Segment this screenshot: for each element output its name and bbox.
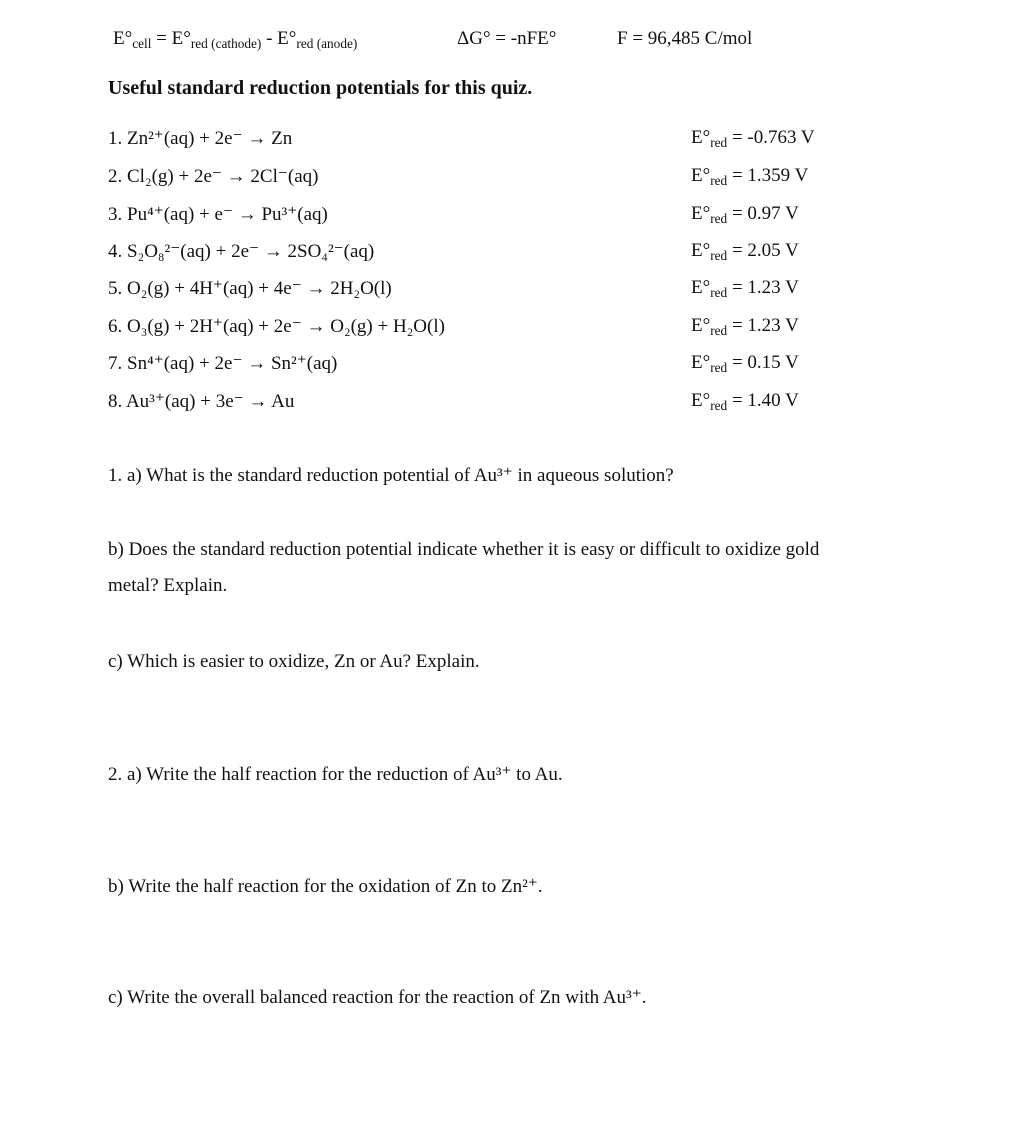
potential-1: [691, 127, 815, 149]
reaction-5: 5. O₂(g) + 4H⁺(aq) + 4e⁻ → 2H₂O(l): [108, 278, 392, 299]
potential-8: [691, 390, 799, 412]
reaction-2: 2. Cl₂(g) + 2e⁻ → 2Cl⁻(aq): [108, 166, 319, 187]
potential-5: [691, 277, 799, 299]
potential-value: = 0.97 V: [727, 203, 799, 224]
faraday-constant: F = 96,485 C/mol: [617, 28, 753, 49]
red-subscript: red: [710, 284, 728, 300]
e-symbol: E°: [691, 315, 711, 336]
question-2a: 2. a) Write the half reaction for the reduction of Au³⁺ to Au.: [108, 764, 563, 785]
red-subscript: red: [710, 134, 728, 150]
question-1b-line2: metal? Explain.: [108, 575, 228, 596]
e-symbol: E°: [691, 127, 711, 148]
question-2c: c) Write the overall balanced reaction for the reaction of Zn with Au³⁺.: [108, 987, 647, 1008]
potential-value: = 1.23 V: [727, 315, 799, 336]
reaction-3: 3. Pu⁴⁺(aq) + e⁻ → Pu³⁺(aq): [108, 204, 328, 225]
e-symbol: E°: [691, 277, 711, 298]
potential-value: = 2.05 V: [727, 240, 799, 261]
ecell-formula: [113, 28, 357, 50]
ecell-cell-subscript: cell: [132, 35, 152, 51]
red-subscript: red: [710, 322, 728, 338]
e-symbol: E°: [691, 390, 711, 411]
ecell-equals: = E°: [151, 28, 191, 49]
potential-value: = 0.15 V: [727, 352, 799, 373]
red-subscript: red: [710, 247, 728, 263]
question-1b-line1: b) Does the standard reduction potential indicate whether it is easy or difficult to oxidize gold: [108, 539, 820, 560]
red-subscript: red: [710, 397, 728, 413]
question-1a: 1. a) What is the standard reduction potential of Au³⁺ in aqueous solution?: [108, 465, 674, 486]
ecell-minus: - E°: [261, 28, 297, 49]
e-symbol: E°: [691, 352, 711, 373]
reaction-1: 1. Zn²⁺(aq) + 2e⁻ → Zn: [108, 128, 293, 149]
potential-value: = 1.40 V: [727, 390, 799, 411]
question-1c: c) Which is easier to oxidize, Zn or Au? Explain.: [108, 651, 480, 672]
question-2b: b) Write the half reaction for the oxidation of Zn to Zn²⁺.: [108, 876, 543, 897]
potential-value: = -0.763 V: [727, 127, 815, 148]
gibbs-formula: ΔG° = -nFE°: [457, 28, 557, 49]
ecell-anode-subscript: red (anode): [296, 35, 358, 51]
potential-3: [691, 203, 799, 225]
potential-7: [691, 352, 799, 374]
potential-4: [691, 240, 799, 262]
e-symbol: E°: [691, 240, 711, 261]
reaction-6: 6. O₃(g) + 2H⁺(aq) + 2e⁻ → O₂(g) + H₂O(l): [108, 316, 445, 337]
red-subscript: red: [710, 359, 728, 375]
reaction-4: 4. S₂O₈²⁻(aq) + 2e⁻ → 2SO₄²⁻(aq): [108, 241, 375, 262]
potential-6: [691, 315, 799, 337]
e-symbol: E°: [691, 203, 711, 224]
ecell-cathode-subscript: red (cathode): [190, 35, 262, 51]
red-subscript: red: [710, 210, 728, 226]
red-subscript: red: [710, 172, 728, 188]
section-title: Useful standard reduction potentials for this quiz.: [108, 77, 533, 99]
e-symbol: E°: [691, 165, 711, 186]
potential-value: = 1.23 V: [727, 277, 799, 298]
reaction-7: 7. Sn⁴⁺(aq) + 2e⁻ → Sn²⁺(aq): [108, 353, 338, 374]
ecell-e: E°: [113, 28, 133, 49]
reaction-8: 8. Au³⁺(aq) + 3e⁻ → Au: [108, 391, 295, 412]
potential-2: [691, 165, 808, 187]
potential-value: = 1.359 V: [727, 165, 809, 186]
